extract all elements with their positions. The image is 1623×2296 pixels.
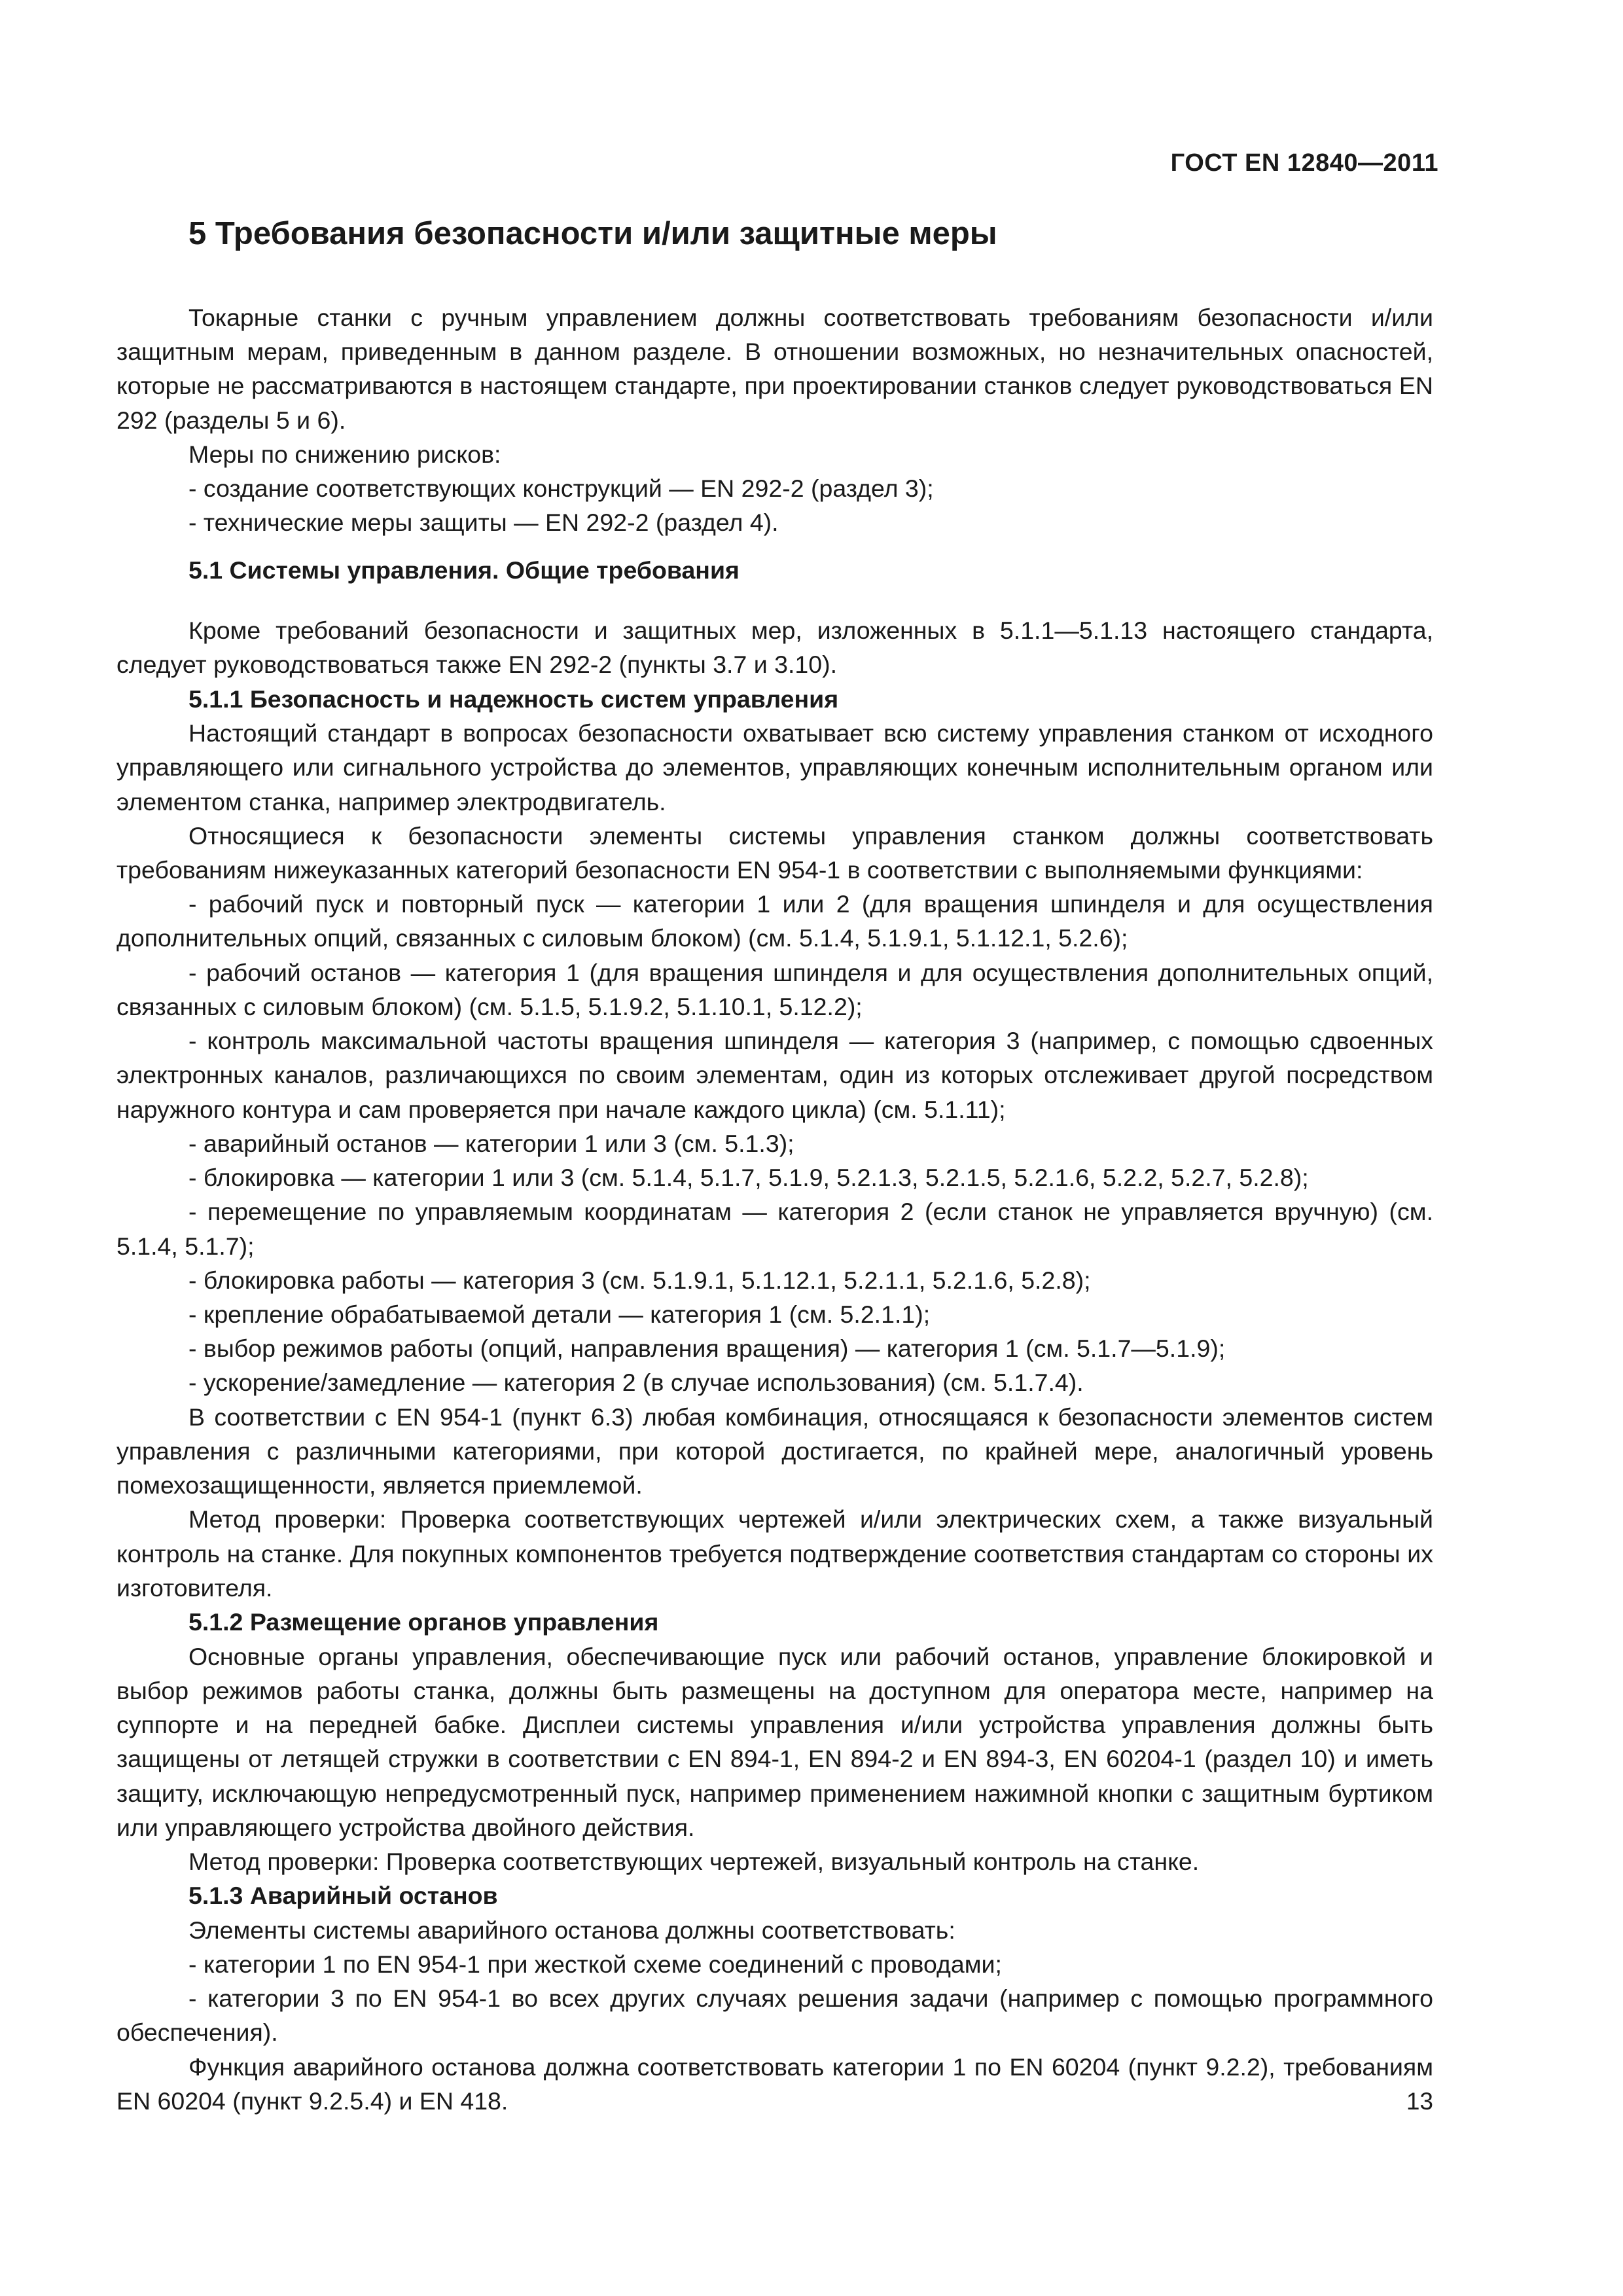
paragraph: В соответствии с EN 954-1 (пункт 6.3) любая комбинация, относящаяся к безопасности элементов систем управления с различными категориями, при которой достигается, по крайней мере, аналогичный уровень помехозащищенности, является приемлемой. xyxy=(116,1403,1433,1499)
document-id: ГОСТ EN 12840—2011 xyxy=(1170,149,1438,177)
list-item: - рабочий останов — категория 1 (для вращения шпинделя и для осуществления дополнительных опций, связанных с силовым блоком) (см. 5.1.5, 5.1.9.2, 5.1.10.1, 5.12.2); xyxy=(116,958,1433,1020)
section-5-1-1-title: 5.1.1 Безопасность и надежность систем управления xyxy=(188,685,839,713)
list-item: - блокировка — категории 1 или 3 (см. 5.1.4, 5.1.7, 5.1.9, 5.2.1.3, 5.2.1.5, 5.2.1.6, 5.2.2, 5.2.7, 5.2.8); xyxy=(188,1164,1309,1192)
paragraph: Метод проверки: Проверка соответствующих чертежей и/или электрических схем, а также визуальный контроль на станке. Для покупных компонентов требуется подтверждение соответствия стандартам со стороны их изготовителя. xyxy=(116,1505,1433,1602)
list-item: - крепление обрабатываемой детали — категория 1 (см. 5.2.1.1); xyxy=(188,1300,931,1329)
list-item: - аварийный останов — категории 1 или 3 (см. 5.1.3); xyxy=(188,1129,794,1157)
paragraph: Относящиеся к безопасности элементы системы управления станком должны соответствовать требованиям нижеуказанных категорий безопасности EN 954-1 в соответствии с выполняемыми функциями: xyxy=(116,821,1433,884)
section-5-1-2-title: 5.1.2 Размещение органов управления xyxy=(188,1608,659,1636)
paragraph: Токарные станки с ручным управлением должны соответствовать требованиям безопасности и/или защитным мерам, приведенным в данном разделе. В отношении возможных, но незначительных опасностей, которые не рассматриваются в настоящем стандарте, при проектировании станков следует руководствоваться EN 292 (разделы 5 и 6). xyxy=(116,303,1433,434)
list-item: - категории 3 по EN 954-1 во всех других случаях решения задачи (например с помощью программного обеспечения). xyxy=(116,1984,1433,2047)
list-item: - рабочий пуск и повторный пуск — категории 1 или 2 (для вращения шпинделя и для осуществления дополнительных опций, связанных с силовым блоком) (см. 5.1.4, 5.1.9.1, 5.1.12.1, 5.2.6); xyxy=(116,890,1433,952)
paragraph: Меры по снижению рисков: xyxy=(188,440,501,468)
paragraph: Кроме требований безопасности и защитных мер, изложенных в 5.1.1—5.1.13 настоящего стандарта, следует руководствоваться также EN 292-2 (пункты 3.7 и 3.10). xyxy=(116,617,1433,679)
paragraph: Настоящий стандарт в вопросах безопасности охватывает всю систему управления станком от исходного управляющего или сигнального устройства до элементов, управляющих конечным исполнительным органом или элементом станка, например электродвигатель. xyxy=(116,719,1433,816)
list-item: - контроль максимальной частоты вращения шпинделя — категория 3 (например, с помощью сдвоенных электронных каналов, различающихся по своим элементам, один из которых отслеживает другой посредством наружного контура и сам проверяется при начале каждого цикла) (см. 5.1.11); xyxy=(116,1027,1433,1123)
list-item: - технические меры защиты — EN 292-2 (раздел 4). xyxy=(188,509,779,537)
section-5-1-3-title: 5.1.3 Аварийный останов xyxy=(188,1882,498,1910)
section-5-title: 5 Требования безопасности и/или защитные меры xyxy=(188,216,997,251)
list-item: - перемещение по управляемым координатам — категория 2 (если станок не управляется вручную) (см. 5.1.4, 5.1.7); xyxy=(116,1198,1433,1260)
page-body xyxy=(116,144,1433,2118)
paragraph: Метод проверки: Проверка соответствующих чертежей, визуальный контроль на станке. xyxy=(188,1848,1200,1876)
section-5-1-title: 5.1 Системы управления. Общие требования xyxy=(188,556,740,584)
paragraph: Функция аварийного останова должна соответствовать категории 1 по EN 60204 (пункт 9.2.2), требованиям EN 60204 (пункт 9.2.5.4) и EN 418. xyxy=(116,2053,1433,2115)
list-item: - ускорение/замедление — категория 2 (в случае использования) (см. 5.1.7.4). xyxy=(188,1369,1084,1397)
paragraph: Элементы системы аварийного останова должны соответствовать: xyxy=(188,1916,955,1944)
list-item: - создание соответствующих конструкций — EN 292-2 (раздел 3); xyxy=(188,474,934,502)
page-number: 13 xyxy=(1406,2088,1433,2115)
list-item: - категории 1 по EN 954-1 при жесткой схеме соединений с проводами; xyxy=(188,1950,1002,1978)
list-item: - выбор режимов работы (опций, направления вращения) — категория 1 (см. 5.1.7—5.1.9); xyxy=(188,1335,1226,1363)
list-item: - блокировка работы — категория 3 (см. 5.1.9.1, 5.1.12.1, 5.2.1.1, 5.2.1.6, 5.2.8); xyxy=(188,1266,1091,1294)
paragraph: Основные органы управления, обеспечивающие пуск или рабочий останов, управление блокировкой и выбор режимов работы станка, должны быть размещены на доступном для оператора месте, например на суппорте и на передней бабке. Дисплеи системы управления и/или устройства управления должны быть защищены от летящей стружки в соответствии с EN 894-1, EN 894-2 и EN 894-3, EN 60204-1 (раздел 10) и иметь защиту, исключающую непредусмотренный пуск, например применением нажимной кнопки с защитным буртиком или управляющего устройства двойного действия. xyxy=(116,1642,1433,1841)
